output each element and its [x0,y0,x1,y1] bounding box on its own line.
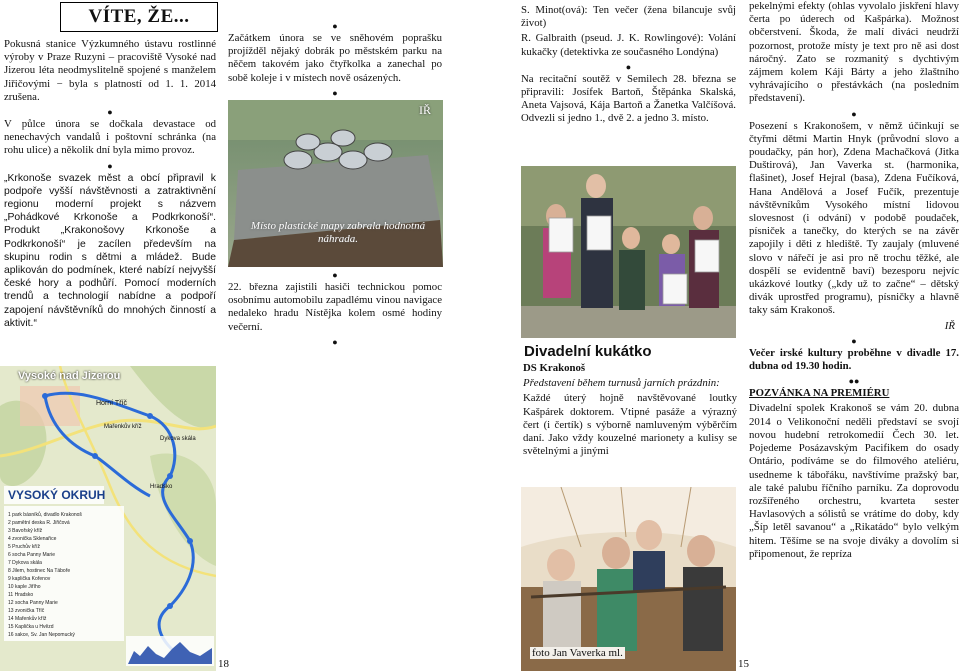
column-2 [228,20,442,99]
bullet-separator: ● [332,87,338,98]
svg-text:13 zvonička Tříč: 13 zvonička Tříč [8,608,45,614]
theatre-text: Každé úterý hojně navštěvované loutky Kašpárek doktorem. Vtipné pasáže a výrazný čert (i čertík) s výborně namluveným výběrčím daní. Jako vždy kouzelné marionety a kulisy se světelnými a jinými [523,392,737,458]
photo-graphic [521,487,736,671]
bullet-separator: ● [625,61,632,72]
column-4 [749,0,959,563]
premiere-invite-title: POZVÁNKA NA PREMIÉRU [749,387,890,400]
article-irish-evening: Večer irské kultury proběhne v divadle 17. dubna od 19.30 hodin. [749,346,959,373]
page-number-left: 18 [218,658,229,670]
svg-text:5 Pruchův kříž: 5 Pruchův kříž [8,544,40,550]
map-place-label: Horní Tříč [96,400,127,407]
photo-graphic [521,166,736,338]
svg-text:8 Jilem, hostinec Na Táboře: 8 Jilem, hostinec Na Táboře [8,568,71,574]
svg-text:16 sakce, Sv. Jan Nepomucký: 16 sakce, Sv. Jan Nepomucký [8,632,75,638]
premiere-invite-text: Divadelní spolek Krakonoš se vám 20. dubna 2014 o Velikonoční neděli představí se svojí novou hudební retrokomedií Čech 30. let. Pojedeme Posázavským Pacifikem do osady Ontário, podíváme se do filmového ateliéru, usedneme k tábořáku, navštívíme pražský bar, ale také palubu říčního parníku. Za doprovodu rozšířeného orchestru, kvarteta sester Havlasových a sólistů se vrátíme do doby, kdy „Šíp letěl savanou“ a „Rikatádo“ bylo velkým hitem. Těšíme se na svoje diváky a dovolím si připomenout, že repríza [749,402,959,560]
bullet-separator: ● [332,270,338,280]
map-place-label: Dykova skála [160,436,196,442]
svg-text:12 socha Panny Marie: 12 socha Panny Marie [8,600,58,606]
svg-text:2 pamětní deska R. Jiřičová: 2 pamětní deska R. Jiřičová [8,520,70,526]
map-graphic [0,366,216,671]
map-place-label: Mařenkův kříž [104,424,142,430]
photo-children-diplomas [521,166,736,338]
article-firefighters: 22. března zajistili hasiči technickou pomoc osobnímu automobilu zapadlému vinou navigace nedaleko hradu Nístějka kolem osmé hodiny večerní. [228,281,442,333]
theatre-text-continued: pekelnými efekty (ohlas vyvolalo jiskření hlavy čerta po úderech od Kašpárka). Možnost občerstvení. Škoda, že malí diváci neudrží pozornost, protože místy je text pro ně asi dost náročný. Zato se rozmanitý s dychtivým zájmem kolem Káji Bárty a jeho žlaštního vyhrávajícího o přestávkách (na posledním představení). [749,0,959,105]
map-town-label: Vysoké nad Jizerou [18,370,121,382]
author-initials: IŘ [944,319,955,332]
svg-text:9 kaplička Kořenov: 9 kaplička Kořenov [8,576,51,582]
article-research-station: Pokusná stanice Výzkumného ústavu rostlinné výroby v Praze Ruzyni – pracoviště Vysoké nad Jizerou léta neodmyslitelně spojené s manželem Jiřičovými − byla s platností od 1. 1. 2014 zrušena. [4,38,216,103]
bullet-separator: ● [332,21,338,31]
svg-text:1 park básníků, divadlo Krako: 1 park básníků, divadlo Krakonoš [8,512,82,518]
article-krakonos-sitting: Posezení s Krakonošem, v němž účinkují se čtyřmi dětmi Martin Hnyk (průvodní slovo a poudačky, pán hor), Zdena Machačková (Jitka Duštirová), Jan Vaverka st. (harmonika, flašinet), Josef Hejral (basa), Zdena Fučíková, Hana Andělová a Josef Fučík, prezentuje návštěvníkům Vysokého místní lidovou slovesnost (i odvání) v podobě poudaček, písniček a tanečky, do kterých se na závěr zapojily i děti z hlediště. Ty zaujaly (mluvené slovo v nářečí je asi pro ně trochu těžké, ale dospělí se evidentně baví) bezesporu nejvíc ukázkové loutky („kdy už to začne“ – dětský divák uprostřed programu), písničky a hlavně taky sám Krakonoš. [749,119,959,317]
svg-text:15 Kaplička u Hvězd: 15 Kaplička u Hvězd [8,624,54,630]
bullet-separator: ● [107,107,113,118]
column-3 [521,4,736,128]
hiking-map [0,366,216,671]
svg-text:10 kaple Jiřího: 10 kaple Jiřího [8,584,41,590]
bullet-separator: ● [851,335,857,346]
svg-text:4 zvonička Sklenařice: 4 zvonička Sklenařice [8,536,57,542]
photo-caption: Místo plastické mapy zabrala hodnotná náhrada. [250,220,426,245]
map-place-label: Hradsko [150,484,173,490]
article-park-tracks: Začátkem února se ve sněhovém poprašku projížděl nějaký dobrák po městském parku na něčem takovém jako čtyřkolka a zanechal po sobě koleje i v místech nově osázených. [228,32,442,84]
book-item: R. Galbraith (pseud. J. K. Rowlingové): Volání kukačky (detektivka ze současného Londýna) [521,32,736,58]
section-title: VÍTE, ŽE... [88,6,190,27]
article-fairytale-krkonose: „Krkonoše svazek měst a obcí připravil k podpoře vyšší návštěvnosti a zatraktivnění regionu moderní projekt s názvem „Pohádkové Krkonoše a Podkrkonoší“. Produkt „Krakonošovy Krkonoše a Podkrkonoší“ je zacílen především na skupinu rodin s dětmi a mládež. Bude aplikován do podmínek, které nabízí nejvyšší české hory a podhůří. Pomocí moderních trendů a technologií nabídne a podpoří zapojení návštěvníků do mnohých činností a aktivit.“ [4,172,216,329]
map-title: VYSOKÝ OKRUH [8,488,106,502]
theatre-article [523,362,737,460]
svg-text:3 Bavořský kříž: 3 Bavořský kříž [8,528,43,534]
section-title-box [60,2,218,32]
photo-initials: IŘ [419,103,431,117]
column-2-lower [228,269,442,348]
theatre-section-title: Divadelní kukátko [524,343,652,360]
bullet-separator: ● [332,336,338,347]
bullet-separator: ● [851,108,857,119]
photo-credit: foto Jan Vaverka ml. [532,647,623,659]
svg-text:6 socha Panny Marie: 6 socha Panny Marie [8,552,55,558]
bullet-separator: ●● [848,376,860,387]
book-item: S. Minot(ová): Ten večer (žena bilancuje svůj život) [521,4,736,30]
photo-puppeteers [521,487,736,671]
article-recitation: Na recitační soutěž v Semilech 28. března se připravili: Josífek Bartoň, Štěpánka Skalská, Aneta Vajsová, Kája Bartoň a Žanetka Valčíšová. Odvezli si jedno 1., dvě 2. a jedno 3. místo. [521,72,736,125]
theatre-intro: Představení během turnusů jarních prázdnin: [523,377,720,390]
svg-text:14 Mařenkův kříž: 14 Mařenkův kříž [8,616,47,622]
article-mailbox: V půlce února se dočkala devastace od nenechavých vandalů i poštovní schránka (na rohu ulice) a několik dní byla mimo provoz. [4,118,216,157]
svg-text:7 Dykova skála: 7 Dykova skála [8,560,42,566]
column-1 [4,38,216,332]
bullet-separator: ● [107,160,113,171]
page-number-right: 15 [738,658,749,670]
svg-text:11 Hradsko: 11 Hradsko [8,592,34,598]
theatre-company: DS Krakonoš [523,362,586,374]
